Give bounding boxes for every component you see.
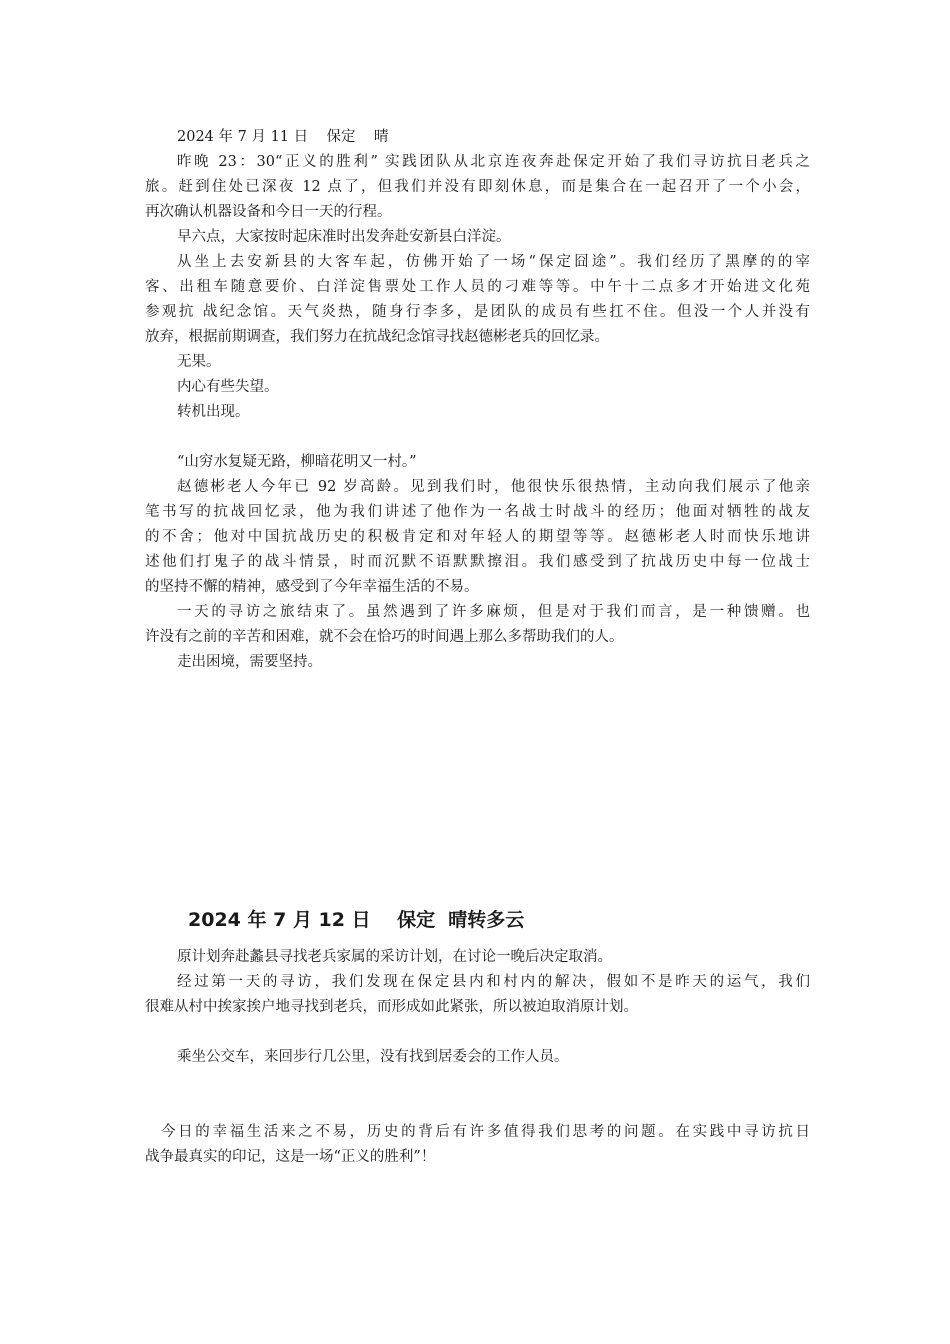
day1-p8-line1: 赵德彬老人今年已 92 岁高龄。见到我们时，他很快乐很热情，主动向我们展示了他亲 [177,479,810,495]
day2-p3: 乘坐公交车，来回步行几公里，没有找到居委会的工作人员。 [177,1049,569,1065]
day2-p2-line1: 经过第一天的寻访，我们发现在保定县内和村内的解决，假如不是昨天的运气，我们 [177,974,810,990]
day1-p8-line5: 的坚持不懈的精神，感受到了今年幸福生活的不易。 [145,579,479,595]
day1-p3-line2: 客、出租车随意要价、白洋淀售票处工作人员的刁难等等。中午十二点多才开始进文化苑 [145,279,810,295]
day1-dateline: 2024 年 7 月 11 日 保定 晴 [177,129,389,145]
day1-p3-line3: 参观抗 战纪念馆。天气炎热，随身行李多，是团队的成员有些扛不住。但没一个人并没有 [145,304,810,320]
day1-p1-line3: 再次确认机器设备和今日一天的行程。 [145,204,392,220]
day2-p2-line2: 很难从村中挨家挨户地寻找到老兵，而形成如此紧张，所以被迫取消原计划。 [145,999,638,1015]
day1-p6: 转机出现。 [177,404,250,420]
day2-p4-line2: 战争最真实的印记，这是一场“正义的胜利”！ [145,1149,436,1165]
day2-p1: 原计划奔赴蠡县寻找老兵家属的采访计划，在讨论一晚后决定取消。 [177,949,612,965]
day1-p7-quote: “山穷水复疑无路，柳暗花明又一村。” [177,454,417,470]
day1-p2: 早六点，大家按时起床准时出发奔赴安新县白洋淀。 [177,229,511,245]
day1-p8-line4: 述他们打鬼子的战斗情景，时而沉默不语默默擦泪。我们感受到了抗战历史中每一位战士 [145,554,810,570]
day1-p8-line3: 的不舍；他对中国抗战历史的积极肯定和对年轻人的期望等等。赵德彬老人时而快乐地讲 [145,529,810,545]
day2-heading: 2024 年 7 月 12 日 保定 晴转多云 [188,909,525,931]
day1-p1-line2: 旅。赶到住处已深夜 12 点了，但我们并没有即刻休息，而是集合在一起召开了一个小会， [145,179,810,195]
day2-p4-line1: 今日的幸福生活来之不易，历史的背后有许多值得我们思考的问题。在实践中寻访抗日 [161,1124,810,1140]
day1-p8-line2: 笔书写的抗战回忆录，他为我们讲述了他作为一名战士时战斗的经历；他面对牺牲的战友 [145,504,810,520]
day1-p5: 内心有些失望。 [177,379,279,395]
day1-p9-line2: 许没有之前的辛苦和困难，就不会在恰巧的时间遇上那么多帮助我们的人。 [145,629,624,645]
day1-p4: 无果。 [177,354,221,370]
day1-p3-line4: 放弃，根据前期调查，我们努力在抗战纪念馆寻找赵德彬老兵的回忆录。 [145,329,609,345]
day1-p10: 走出困境，需要坚持。 [177,654,322,670]
day1-p9-line1: 一天的寻访之旅结束了。虽然遇到了许多麻烦，但是对于我们而言，是一种馈赠。也 [177,604,810,620]
day1-p1-line1: 昨晚 23：30“正义的胜利” 实践团队从北京连夜奔赴保定开始了我们寻访抗日老兵之 [177,154,810,170]
day1-p3-line1: 从坐上去安新县的大客车起，仿佛开始了一场“保定囧途”。我们经历了黑摩的的宰 [177,254,810,270]
